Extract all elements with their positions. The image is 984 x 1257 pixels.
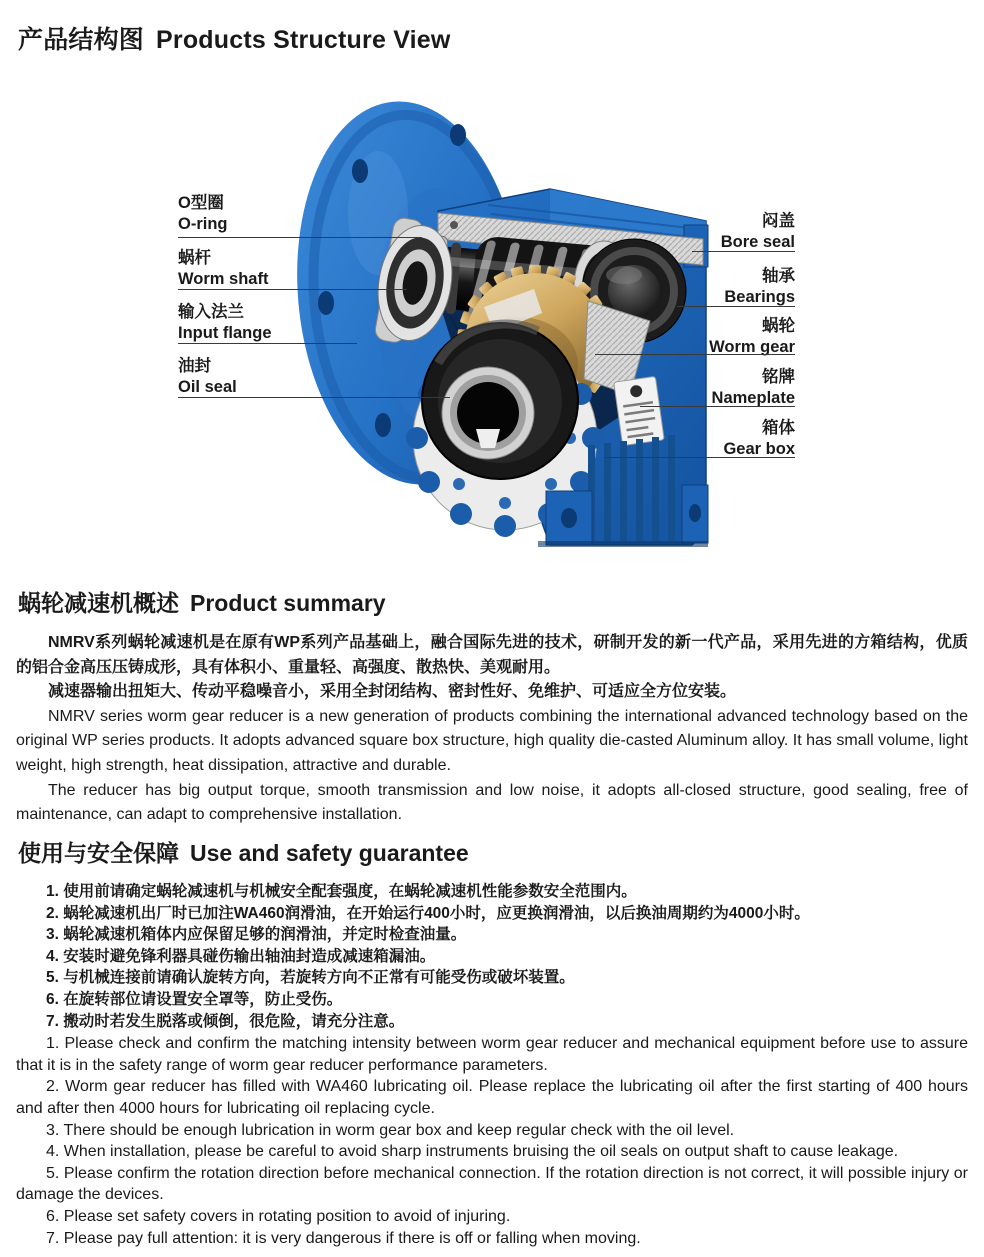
- safety-item-cn: 7. 搬动时若发生脱落或倾倒，很危险，请充分注意。: [46, 1012, 405, 1030]
- page-title-cn: 产品结构图: [18, 26, 145, 54]
- page-title: [18, 20, 451, 56]
- safety-item-en: 5. Please confirm the rotation direction before mechanical connection. If the rotation direction is not correct, it will possible injury or damage the devices.: [16, 1164, 968, 1204]
- leader-line-input-flange: [178, 343, 357, 344]
- callout-worm-gear-en: Worm gear: [709, 338, 795, 356]
- leader-line-gear-box: [605, 457, 795, 458]
- safety-list-en: [16, 1033, 968, 1249]
- worm-gear-reducer-illustration: [288, 93, 718, 573]
- structure-diagram: [0, 85, 984, 590]
- callout-input-flange-en: Input flange: [178, 324, 272, 342]
- summary-paragraph-cn-1: NMRV系列蜗轮减速机是在原有WP系列产品基础上，融合国际先进的技术，研制开发的新一代产品，采用先进的方箱结构，优质的铝合金高压压铸成形，具有体积小、重量轻、高强度、散热快、美观耐用。: [16, 634, 968, 676]
- safety-item-cn: 5. 与机械连接前请确认旋转方向，若旋转方向不正常有可能受伤或破坏装置。: [46, 969, 575, 987]
- callout-worm-gear-cn: 蜗轮: [762, 317, 795, 335]
- callout-bore-seal-en: Bore seal: [720, 233, 795, 251]
- callout-gear-box-en: Gear box: [723, 440, 795, 458]
- callout-gear-box-cn: 箱体: [762, 419, 795, 437]
- callout-input-flange: [178, 302, 272, 344]
- callout-bore-seal-cn: 闷盖: [762, 212, 795, 230]
- safety-list-cn: [16, 881, 968, 1032]
- callout-nameplate: [712, 367, 795, 409]
- leader-line-nameplate: [640, 406, 795, 407]
- callout-oil-seal: [178, 356, 237, 398]
- callout-oil-seal-en: Oil seal: [178, 378, 237, 396]
- leader-line-oil-seal: [178, 397, 450, 398]
- safety-item-en: 6. Please set safety covers in rotating position to avoid of injuring.: [46, 1207, 511, 1225]
- leader-line-bore-seal: [692, 251, 795, 252]
- callout-nameplate-cn: 铭牌: [762, 368, 795, 386]
- callout-o-ring-en: O-ring: [178, 215, 228, 233]
- safety-item-cn: 1. 使用前请确定蜗轮减速机与机械安全配套强度，在蜗轮减速机性能参数安全范围内。: [46, 883, 637, 900]
- leader-line-worm-shaft: [178, 289, 407, 290]
- safety-item-cn: 4. 安装时避免锋利器具碰伤输出轴油封造成减速箱漏油。: [46, 947, 436, 965]
- safety-item-en: 7. Please pay full attention: it is very dangerous if there is off or falling when moving.: [46, 1229, 641, 1247]
- summary-paragraph-cn-2: 减速器输出扭矩大、传动平稳噪音小，采用全封闭结构、密封性好、免维护、可适应全方位安装。: [48, 683, 737, 701]
- callout-oil-seal-cn: 油封: [178, 357, 211, 375]
- safety-item-en: 3. There should be enough lubrication in worm gear box and keep regular check with the oil level.: [46, 1121, 735, 1139]
- safety-item-en: 2. Worm gear reducer has filled with WA460 lubricating oil. Please replace the lubricating oil after the first starting of 400 hours and after then 4000 hours for lubricating oil replacing cycle.: [16, 1078, 968, 1117]
- leader-line-worm-gear: [595, 354, 795, 355]
- nameplate-shape: [614, 376, 664, 445]
- summary-paragraph-en-2: The reducer has big output torque, smooth transmission and low noise, it adopts all-closed structure, good sealing, free of maintenance, can adapt to comprehensive installation.: [16, 781, 968, 824]
- callout-worm-shaft-en: Worm shaft: [178, 270, 269, 288]
- callout-worm-shaft-cn: 蜗杆: [178, 249, 211, 267]
- safety-section: [0, 835, 984, 1249]
- summary-paragraph-en-1: NMRV series worm gear reducer is a new generation of products combining the international advanced technology based on the original WP series products. It adopts advanced square box structure, high quality die-casted Aluminum alloy. It has small volume, light weight, high strength, heat dissipation, attractive and durable.: [16, 707, 968, 774]
- summary-heading-cn: 蜗轮减速机概述: [18, 590, 179, 616]
- callout-o-ring: [178, 193, 228, 235]
- safety-heading-cn: 使用与安全保障: [18, 840, 179, 866]
- leader-line-bearings: [677, 306, 795, 307]
- callout-bore-seal: [721, 211, 795, 253]
- callout-nameplate-en: Nameplate: [711, 389, 795, 407]
- summary-heading: [18, 585, 984, 618]
- callout-worm-gear: [709, 316, 795, 358]
- callout-bearings: [724, 266, 795, 308]
- safety-item-cn: 3. 蜗轮减速机箱体内应保留足够的润滑油，并定时检查油量。: [46, 926, 467, 944]
- callout-gear-box: [723, 418, 795, 460]
- callout-bearings-en: Bearings: [724, 288, 795, 306]
- callout-input-flange-cn: 输入法兰: [178, 303, 244, 321]
- product-summary-section: [0, 585, 984, 828]
- callout-o-ring-cn: O型圈: [178, 194, 224, 212]
- safety-item-cn: 6. 在旋转部位请设置安全罩等，防止受伤。: [46, 990, 343, 1008]
- safety-item-en: 1. Please check and confirm the matching intensity between worm gear reducer and mechanical equipment before use to assure that it is in the safety range of worm gear reducer performance parameters.: [16, 1035, 968, 1074]
- leader-line-o-ring: [178, 237, 422, 238]
- callout-worm-shaft: [178, 248, 268, 290]
- safety-heading-en: Use and safety guarantee: [190, 840, 469, 866]
- safety-item-cn: 2. 蜗轮减速机出厂时已加注WA460润滑油，在开始运行400小时，应更换润滑油，以后换油周期约为4000小时。: [46, 904, 810, 922]
- safety-item-en: 4. When installation, please be careful to avoid sharp instruments bruising the oil seals on output shaft to cause leakage.: [46, 1143, 899, 1161]
- callout-bearings-cn: 轴承: [762, 267, 795, 285]
- summary-heading-en: Product summary: [190, 590, 386, 616]
- safety-heading: [18, 835, 984, 868]
- page-title-en: Products Structure View: [156, 26, 451, 54]
